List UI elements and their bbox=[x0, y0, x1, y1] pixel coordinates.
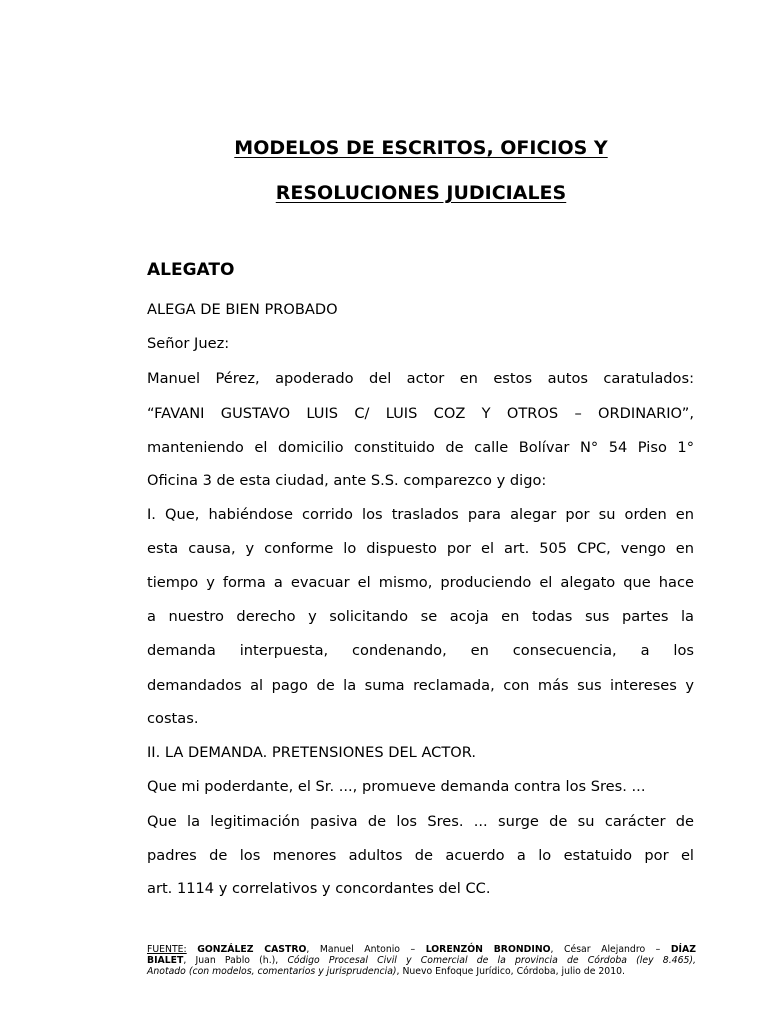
footnote-author: DÍAZ bbox=[670, 944, 696, 955]
footnote-label: FUENTE: bbox=[147, 944, 187, 955]
body-line: II. LA DEMANDA. PRETENSIONES DEL ACTOR. bbox=[147, 744, 477, 761]
footnote-line bbox=[147, 966, 696, 977]
footnote-book-title: Anotado (con modelos, comentarios y jurisprudencia) bbox=[147, 966, 397, 977]
body-line: art. 1114 y correlativos y concordantes del CC. bbox=[147, 880, 491, 897]
body-line: Oficina 3 de esta ciudad, ante S.S. comparezco y digo: bbox=[147, 472, 547, 489]
body-line: Manuel Pérez, apoderado del actor en estos autos caratulados: bbox=[147, 370, 694, 387]
body-line: esta causa, y conforme lo dispuesto por el art. 505 CPC, vengo en bbox=[147, 540, 694, 557]
footnote-author: GONZÁLEZ CASTRO bbox=[197, 944, 307, 955]
document-title-line1: MODELOS DE ESCRITOS, OFICIOS Y bbox=[234, 137, 608, 159]
footnote-book-title: Código Procesal Civil y Comercial de la provincia de Córdoba (ley 8.465), bbox=[287, 955, 696, 966]
section-heading: ALEGATO bbox=[147, 260, 235, 280]
body-line: a nuestro derecho y solicitando se acoja en todas sus partes la bbox=[147, 608, 694, 625]
footnote-line bbox=[147, 944, 696, 955]
footnote-author-given: , Manuel Antonio – bbox=[306, 944, 426, 955]
footnote-author: BIALET bbox=[147, 955, 184, 966]
salutation: Señor Juez: bbox=[147, 335, 230, 352]
footnote-author-given: , Juan Pablo (h.), bbox=[183, 955, 288, 966]
body-line: demandados al pago de la suma reclamada, con más sus intereses y bbox=[147, 677, 694, 694]
body-line: Que la legitimación pasiva de los Sres. ... surge de su carácter de bbox=[147, 813, 694, 830]
body-line: manteniendo el domicilio constituido de calle Bolívar N° 54 Piso 1° bbox=[147, 439, 694, 456]
body-line: Que mi poderdante, el Sr. ..., promueve demanda contra los Sres. ... bbox=[147, 778, 646, 795]
subtitle: ALEGA DE BIEN PROBADO bbox=[147, 301, 338, 318]
source-footnote bbox=[147, 944, 696, 977]
footnote-author-given: , César Alejandro – bbox=[550, 944, 671, 955]
footnote-author: LORENZÓN BRONDINO bbox=[425, 944, 551, 955]
body-line: padres de los menores adultos de acuerdo a lo estatuido por el bbox=[147, 847, 694, 864]
footnote-line bbox=[147, 955, 696, 966]
body-line: tiempo y forma a evacuar el mismo, produciendo el alegato que hace bbox=[147, 574, 694, 591]
body-line: “FAVANI GUSTAVO LUIS C/ LUIS COZ Y OTROS – ORDINARIO”, bbox=[147, 405, 694, 422]
body-line: I. Que, habiéndose corrido los traslados para alegar por su orden en bbox=[147, 506, 694, 523]
body-line: costas. bbox=[147, 710, 199, 727]
footnote-publisher: , Nuevo Enfoque Jurídico, Córdoba, julio de 2010. bbox=[396, 966, 625, 977]
body-line: demanda interpuesta, condenando, en consecuencia, a los bbox=[147, 642, 694, 659]
document-title-line2: RESOLUCIONES JUDICIALES bbox=[275, 182, 567, 204]
